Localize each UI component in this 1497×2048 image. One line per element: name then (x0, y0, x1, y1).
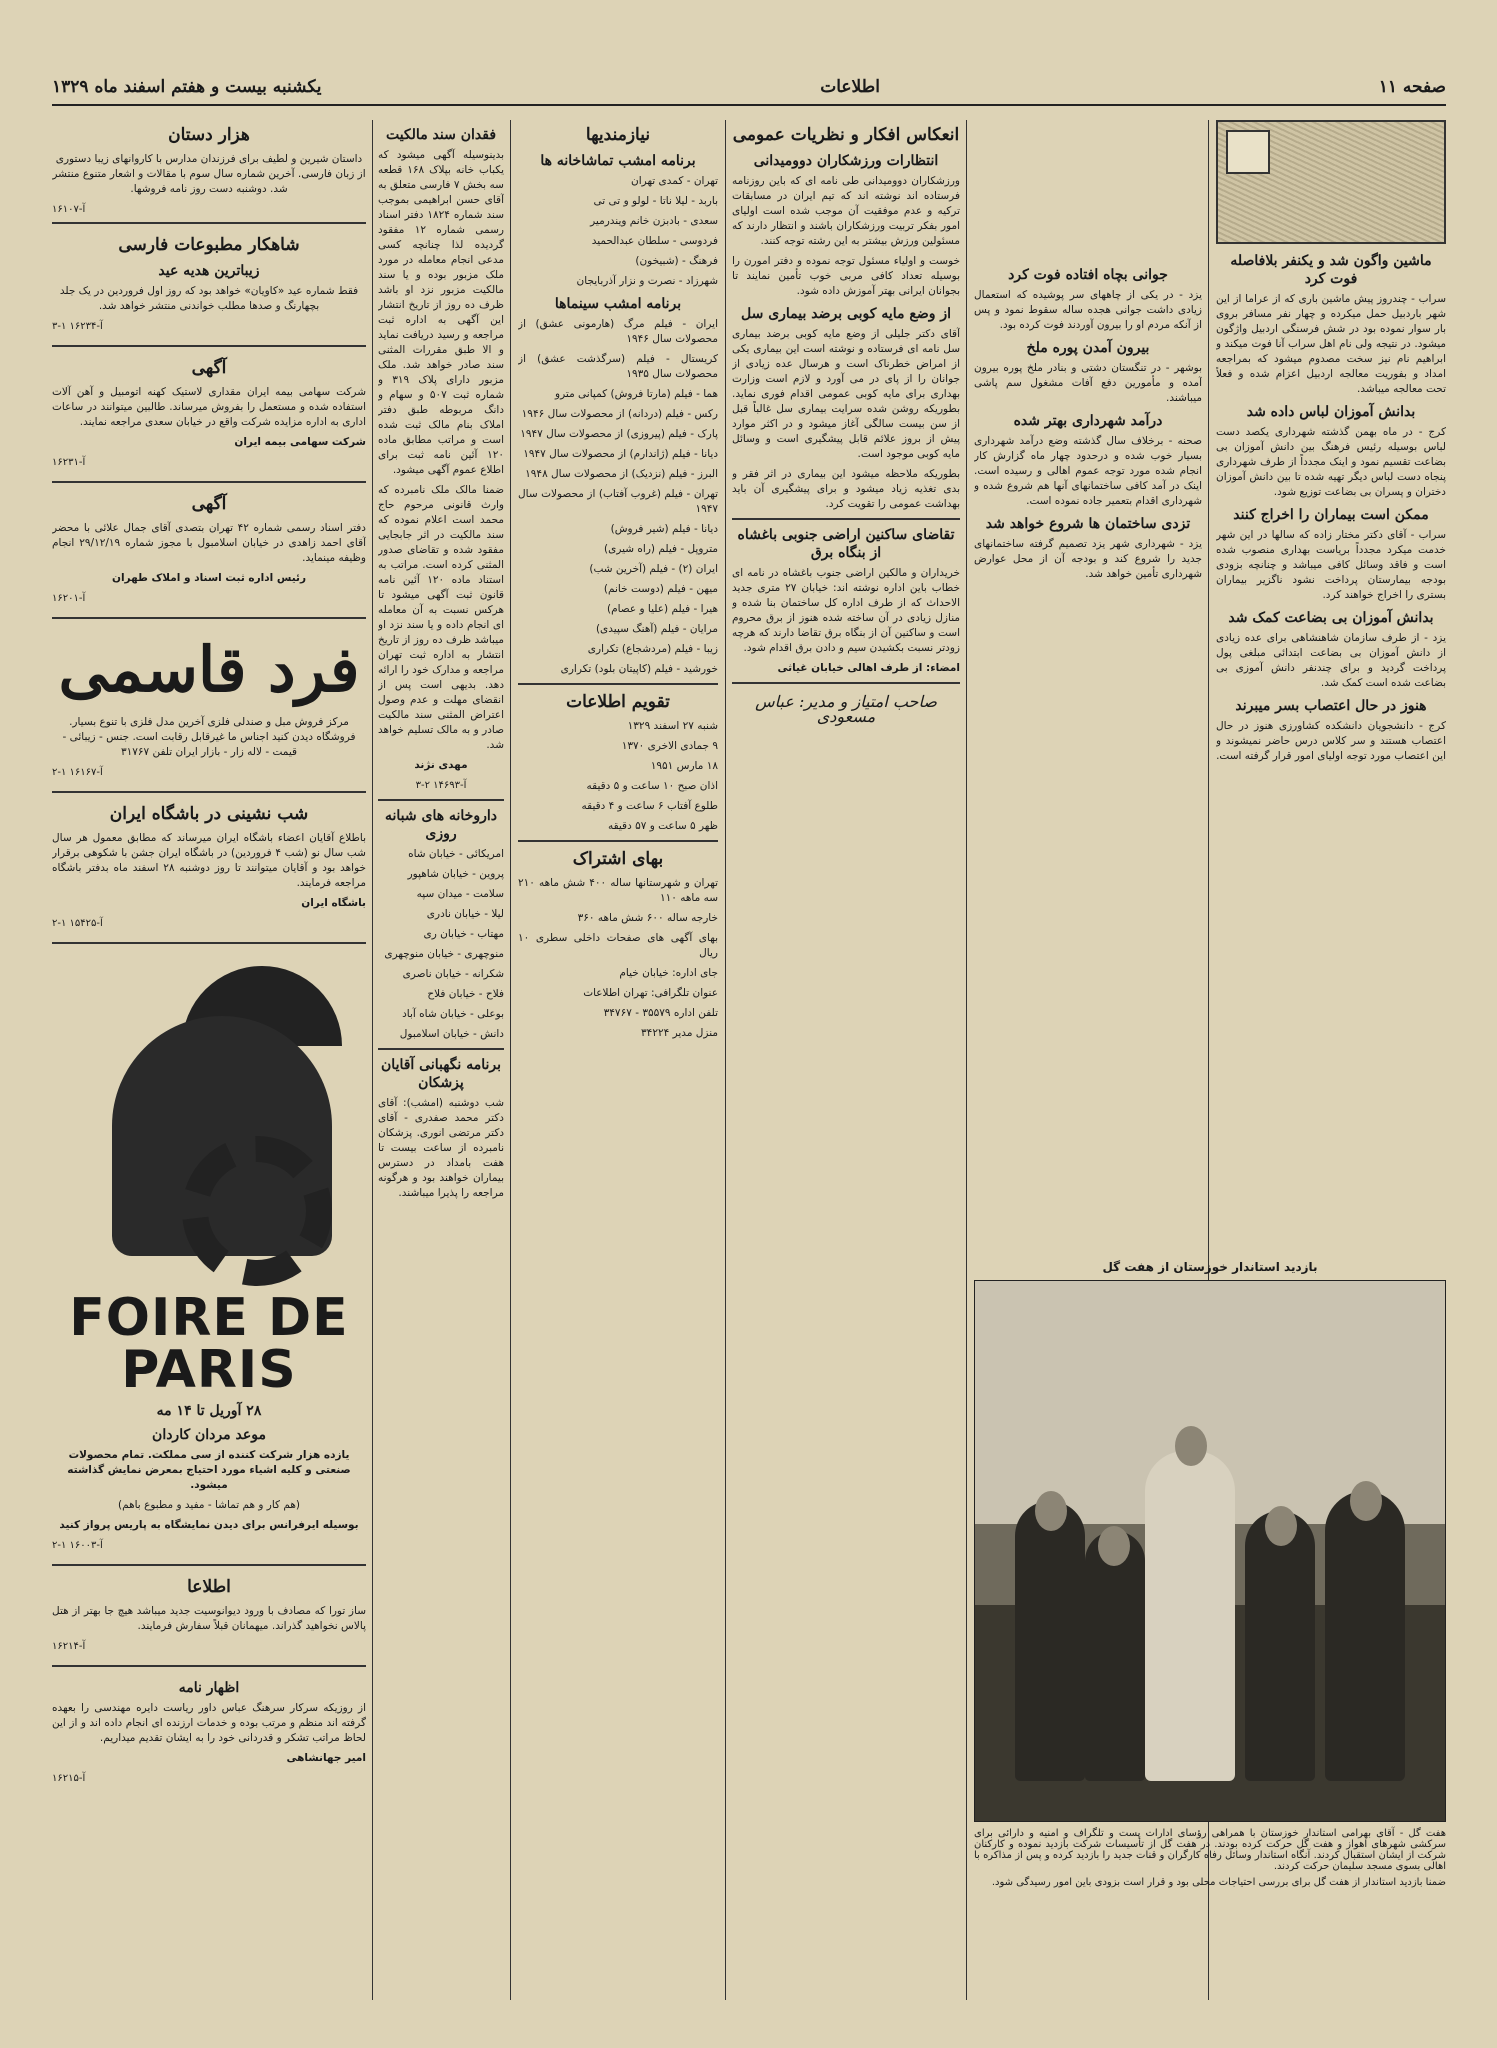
ad-title: شب نشینی در باشگاه ایران (109, 804, 309, 824)
list-item: کریستال - فیلم (سرگذشت عشق) از محصولات سال ۱۹۳۵ (518, 353, 718, 380)
ad-title: آگهی (191, 358, 227, 378)
article-body: یزد - در یکی از چاههای سر پوشیده که استعمال زیادی داشت جوانی هجده ساله سقوط نمود و پس از آنکه مردم او را بیرون آوردند فوت کرده بود. (974, 289, 1202, 331)
ad-signature: رئیس اداره ثبت اسناد و املاک طهران (111, 572, 307, 584)
list-item: سعدی - بادبزن خانم ویندرمیر (590, 215, 718, 227)
article-body: ورزشکاران دوومیدانی طی نامه ای که باین روزنامه فرستاده اند نوشته اند که تیم ایران در مسابقات ترکیه و عدم موفقیت آن موجب شده است اولیای امور بفکر تربیت ورزشکاران باشند و انتظار دارند که مسئولین ورزش بیشتر به این رشته توجه کنند. (732, 175, 960, 247)
notice-signature: مهدی نژند (414, 759, 468, 771)
ad-block (52, 1564, 366, 1665)
ad-title: شاهکار مطبوعات فارسی (118, 235, 300, 255)
ad-signature: شرکت سهامی بیمه ایران (234, 436, 366, 448)
poster-footer: بوسیله ایرفرانس برای دیدن نمایشگاه به پاریس پرواز کنید (59, 1519, 359, 1531)
article-body: آقای دکتر جلیلی از وضع مایه کوبی برضد بیماری سل نامه ای فرستاده و نوشته است این بیماری یکی از امراض خطرناک است و هرسال عده زیادی از جوانان را از پای در می آورد و لازم است وزارت بهداری برای مایه کوبی عمومی اقدام فوری نماید. بطوریکه روشن شده سرایت بیماری سل غالباً قبل از سن بیست سالگی آغاز میشود و در اکثر موارد پیش از بروز علائم قابل پیشگیری است و وسائل مایه کوبی موجود است. (732, 328, 960, 460)
poster-illustration (52, 956, 366, 1286)
list-item: بوعلی - خیابان شاه آباد (402, 1008, 504, 1020)
headline: بدانش آموزان بی بضاعت کمک شد (1228, 610, 1434, 626)
theater-list (518, 174, 718, 289)
news-photo (974, 1280, 1446, 1822)
rate-row: تلفن اداره ۳۵۵۷۹ - ۳۴۷۶۷ (603, 1007, 718, 1019)
ad-title: آگهی (191, 494, 227, 514)
rate-row: خارجه ساله ۶۰۰ شش ماهه ۳۶۰ (577, 912, 718, 924)
rate-row: عنوان تلگرافی: تهران اطلاعات (583, 987, 718, 999)
headline: درآمد شهرداری بهتر شده (1013, 413, 1163, 429)
poster-quote: (هم کار و هم تماشا - مفید و مطبوع باهم) (117, 1499, 301, 1511)
article-body: سراب - آقای دکتر مختار زاده که سالها در این شهر خدمت میکرد مجدداً بریاست بهداری منصوب شده است و فاقد وسائل کافی میباشد و چنانچه بزودی بودجه بیمارستان پرداخت نشود ناگزیر بیماران بستری را اخراج خواهند کرد. (1216, 529, 1446, 601)
article-body: صحنه - برخلاف سال گذشته وضع درآمد شهرداری بسیار خوب شده و درحدود چهار ماه گزارش کار انجام شده مورد توجه عموم اهالی و رسیده است. اینک در آمد کافی ساختمانهای آنها هم شروع شده و شهرداری اقدام بتعمیر جاده نموده است. (974, 435, 1202, 507)
article-body: خوست و اولیاء مسئول توجه نموده و دفتر امورن را بوسیله تعداد کافی مربی خوب تأمین نمایند تا بجوانان ایرانی بهتر آموزش داده شود. (732, 255, 960, 297)
headline: انتظارات ورزشکاران دوومیدانی (753, 153, 939, 169)
column-rule (372, 120, 373, 2000)
list-item: رکس - فیلم (دردانه) از محصولات سال ۱۹۴۶ (521, 408, 718, 420)
list-item: ایران (۲) - فیلم (آخرین شب) (589, 563, 718, 575)
doctors-title: برنامه نگهبانی آقایان پزشکان (381, 1057, 501, 1091)
ad-body: دفتر اسناد رسمی شماره ۴۲ تهران بتصدی آقای جمال علائی با محضر آقای احمد زاهدی در خیابان اسلامبول با مجوز شماره ۲۹/۱۲/۱۹ انجام وظیفه مینماید. (52, 522, 366, 564)
ad-subtitle: زیباترین هدیه عید (158, 263, 260, 279)
column-6-ads (52, 120, 366, 2000)
photo-caption-continued: ضمنا بازدید استاندار از هفت گل برای بررسی احتیاجات محلی بود و قرار است بزودی باین امور رسیدگی شود. (991, 1877, 1446, 1888)
notice-body: ضمنا مالک ملک نامبرده که وارث قانونی مرحوم حاج محمد است اعلام نموده که سند مالکیت در اثر جابجایی مفقود شده و تقاضای صدور المثنی کرده است. مراتب به استناد ماده ۱۲۰ آئین نامه قانون ثبت آگهی میشود تا هرکس نسبت به آن معامله ای انجام داده و یا سند نزد او میباشد ظرف ده روز از تاریخ انتشار به اداره ثبت تهران مراجعه و مدارک خود را ارائه دهد. بدیهی است پس از انقضای مهلت و عدم وصول اعتراض المثنی سند مالکیت صادر و به مالک تسلیم خواهد شد. (378, 484, 504, 751)
list-item: تهران - فیلم (غروب آفتاب) از محصولات سال ۱۹۴۷ (518, 488, 718, 515)
ad-body: باطلاع آقایان اعضاء باشگاه ایران میرساند که مطابق معمول هر سال شب سال نو (شب ۴ فروردین) در باشگاه ایران جشن با شکوهی برقرار خواهد بود و آقایان میتوانند تا روز دوشنبه ۲۸ اسفند ماه بدفتر باشگاه مراجعه فرمایند. (52, 832, 366, 889)
rate-row: منزل مدیر ۳۴۲۲۴ (641, 1027, 718, 1039)
page-number: صفحه ۱۱ (1378, 77, 1446, 97)
page-header (52, 70, 1446, 106)
list-item: دیانا - فیلم (ژاندارم) از محصولات سال ۱۹۴۷ (523, 448, 718, 460)
list-item: دانش - خیابان اسلامبول (399, 1028, 504, 1040)
article-body: یزد - شهرداری شهر یزد تصمیم گرفته ساختمانهای جدید را شروع کند و بودجه آن از محل عوارض شهرداری تأمین خواهد شد. (974, 538, 1202, 580)
subscription-title: بهای اشتراک (572, 849, 664, 869)
list-item: سلامت - میدان سپه (416, 888, 504, 900)
store-logo: فرد قاسمی (58, 633, 360, 706)
notice-ref: آ-۱۴۶۹۳ ۲-۳ (415, 780, 467, 791)
ad-body: مرکز فروش مبل و صندلی فلزی آخرین مدل فلزی با تنوع بسیار. فروشگاه دیدن کنید اجناس ما غیرقابل رقابت است. جنس - زیبائی - قیمت - لاله زار - بازار ایران تلفن ۳۱۷۶۷ (62, 716, 356, 758)
poster-subtitle: موعد مردان کاردان (152, 1427, 266, 1443)
poster-body: یازده هزار شرکت کننده از سی مملکت. تمام محصولات صنعتی و کلیه اشیاء مورد احتیاج بمعرض نمایش گذاشته میشود. (67, 1449, 351, 1491)
list-item: فلاح - خیابان فلاح (427, 988, 504, 1000)
ad-body: داستان شیرین و لطیف برای فرزندان مدارس با کاروانهای زیبا دستوری از زبان فارسی. آخرین شماره سال سوم با مقالات و اشعار متنوع منتشر شد. دوشنبه دست روز نامه فروشها. (52, 153, 366, 195)
issue-date: یکشنبه بیست و هفتم اسفند ماه ۱۳۲۹ (52, 77, 322, 97)
list-item: مرایان - فیلم (آهنگ سپیدی) (595, 623, 718, 635)
ad-signature: امیر جهانشاهی (286, 1752, 366, 1764)
headline: تزدی ساختمان ها شروع خواهد شد (985, 516, 1191, 532)
rate-row: تهران و شهرستانها ساله ۴۰۰ شش ماهه ۲۱۰ سه ماهه ۱۱۰ (518, 877, 718, 904)
section-title: انعکاس افکار و نظریات عمومی (732, 125, 960, 145)
list-item: تهران - کمدی تهران (631, 175, 718, 187)
headline: جوانی بچاه افتاده فوت کرد (1008, 267, 1168, 283)
list-item: دیانا - فیلم (شیر فروش) (610, 523, 718, 535)
letter-signature: امضاء: از طرف اهالی خیابان غیاثی (777, 662, 960, 674)
list-item: باربد - لیلا ناتا - لولو و تی تی (593, 195, 718, 207)
notice-title: فقدان سند مالکیت (385, 127, 497, 143)
foire-poster-ad (52, 942, 366, 1564)
doctors-body: شب دوشنبه (امشب): آقای دکتر محمد صفدری - آقای دکتر مرتضی انوری. پزشکان نامبرده از ساعت بیست تا هفت بامداد در دسترس بیماران خواهند بود و هرگونه مراجعه را پذیرا میباشند. (378, 1097, 504, 1199)
pharmacy-title: داروخانه های شبانه روزی (385, 808, 497, 842)
calendar-row: ظهر ۵ ساعت و ۵۷ دقیقه (607, 820, 718, 832)
photo-block (974, 1260, 1446, 1893)
rate-row: بهای آگهی های صفحات داخلی سطری ۱۰ ریال (518, 932, 718, 959)
ad-ref: آ-۱۶۲۳۱ (52, 457, 86, 468)
ad-ref: آ-۱۶۰۰۳ ۱-۲ (52, 1540, 103, 1551)
calendar-row: ۹ جمادی الاخری ۱۳۷۰ (621, 740, 718, 752)
ad-ref: آ-۱۶۲۰۱ (52, 593, 86, 604)
calendar (518, 719, 718, 834)
photo-title: بازدید استاندار خوزستان از هفت گل (1102, 1260, 1318, 1274)
column-rule (966, 120, 967, 2000)
poster-date: ۲۸ آوریل تا ۱۴ مه (156, 1403, 262, 1419)
list-item: مهتاب - خیابان ری (423, 928, 504, 940)
list-item: شهرزاد - نصرت و نزار آذربایجان (576, 275, 718, 287)
column-3 (732, 120, 960, 2000)
ad-block (52, 617, 366, 791)
list-item: میهن - فیلم (دوست خانم) (603, 583, 718, 595)
list-item: امریکائی - خیابان شاه (408, 848, 504, 860)
ad-block (52, 481, 366, 617)
calendar-row: شنبه ۲۷ اسفند ۱۳۲۹ (627, 720, 718, 732)
list-item: پارک - فیلم (پیروزی) از محصولات سال ۱۹۴۷ (520, 428, 718, 440)
pharmacy-list (378, 847, 504, 1042)
ad-signature: باشگاه ایران (301, 897, 366, 909)
ad-title: هزار دستان (168, 125, 250, 145)
ad-title: اطلاعا (187, 1577, 231, 1597)
notice-body: بدینوسیله آگهی میشود که یکباب خانه بپلاک ۱۶۸ قطعه سه بخش ۷ فارسی متعلق به آقای حسن ابراهیمی بموجب سند شماره ۱۸۲۴ دفتر اسناد رسمی شماره ۱۲ مفقود گردیده لذا چنانچه کسی مدعی انجام معامله در مورد ملک مزبور بوده و یا سند مالکیت مزبور نزد او باشد ظرف ده روز از تاریخ انتشار این آگهی به اداره ثبت مراجعه و رسید دریافت نماید و الا طبق مقررات المثنی سند صادر خواهد شد. ملک مزبور دارای پلاک ۳۱۹ و شماره ثبت ۵۰۷ و سهام و دانگ مربوطه طبق دفتر املاک بنام مالک ثبت شده است و مراتب مطابق ماده ۱۲۰ آئین نامه ثبت برای اطلاع عموم آگهی میشود. (378, 149, 504, 476)
calendar-row: طلوع آفتاب ۶ ساعت و ۴ دقیقه (581, 800, 718, 812)
subscription-rates (518, 876, 718, 1041)
headline: بیرون آمدن پوره ملخ (1026, 340, 1150, 356)
list-item: فرهنگ - (شبیخون) (635, 255, 718, 267)
list-item: زیبا - فیلم (مردشجاع) تکراری (587, 643, 718, 655)
column-rule (725, 120, 726, 2000)
calendar-row: ۱۸ مارس ۱۹۵۱ (650, 760, 718, 772)
paper-name: اطلاعات (820, 77, 880, 97)
article-body: بوشهر - در تنگستان دشتی و بنادر ملخ پوره بیرون آمده و مأمورین دفع آفات مشغول سم پاشی میباشند. (974, 362, 1202, 404)
article-body: یزد - از طرف سازمان شاهنشاهی برای عده زیادی از دانش آموزان بی بضاعت ابتدائی مبلغی پول پرداخت گردید و برای چندنفر دانش آموزی بی بضاعت شده است کمک شد. (1216, 632, 1446, 689)
ad-block (52, 791, 366, 942)
article-body: سراب - چندروز پیش ماشین باری که از عراما از این شهر باردبیل حمل میکرده و چهار نفر مسافر بروی بار سوار نموده بود در شش فرسنگی اردبیل واژگون میشود. در نتیجه ولی نام اهل سراب آنا فوت میکند و ابراهیم نام نیز سخت مصدوم میشود که بمراجعه امداد و بفوریت معالجه اردبیل اعزام شده و فعلاً تحت معالجه میباشد. (1216, 293, 1446, 395)
headline: ممکن است بیماران را اخراج کنند (1233, 507, 1429, 523)
article-body: خریداران و مالکین اراضی جنوب باغشاه در نامه ای خطاب باین اداره نوشته اند: خیابان ۲۷ متری جدید الاحداث که از طرف اداره کل ساختمان بنا شده و منازل زیادی در آن ساخته شده هنوز از برق محروم است و ساکنین آن از بنگاه برق تقاضا دارند که هرچه زودتر نسبت بکشیدن سیم و دادن برق اقدام شود. (732, 567, 960, 654)
header-illustration (1216, 120, 1446, 244)
column-4 (518, 120, 718, 2000)
ad-ref: آ-۱۵۴۲۵ ۱-۲ (52, 918, 103, 929)
list-item: البرز - فیلم (نزدیک) از محصولات سال ۱۹۴۸ (525, 468, 718, 480)
ad-ref: آ-۱۶۲۳۴ ۱-۳ (52, 321, 103, 332)
list-item: فردوسی - سلطان عبدالحمید (591, 235, 718, 247)
article-body: کرج - دانشجویان دانشکده کشاورزی هنوز در حال اعتصاب هستند و سر کلاس درس حاضر نمیشوند و این اعتصاب مورد توجه اولیای امور قرار گرفته است. (1216, 720, 1446, 762)
subheading: برنامه امشب سینماها (554, 296, 682, 312)
rate-row: جای اداره: خیابان خیام (619, 967, 718, 979)
ad-block (52, 345, 366, 481)
calendar-title: تقویم اطلاعات (566, 692, 670, 712)
cinema-list (518, 317, 718, 677)
newspaper-page (52, 70, 1446, 2010)
list-item: متروپل - فیلم (راه شیری) (604, 543, 718, 555)
calendar-row: اذان صبح ۱۰ ساعت و ۵ دقیقه (586, 780, 718, 792)
headline: بدانش آموزان لباس داده شد (1246, 404, 1416, 420)
article-body: بطوریکه ملاحظه میشود این بیماری در اثر فقر و بدی تغذیه زیاد میشود و برای پیشگیری آن باید بهداشت عمومی را تقویت کرد. (732, 468, 960, 510)
ad-ref: آ-۱۶۱۰۷ (52, 204, 86, 215)
ad-block (52, 1665, 366, 1797)
publisher-signature: صاحب امتیاز و مدیر: عباس مسعودی (755, 692, 937, 726)
list-item: هما - فیلم (مارتا فروش) کمپانی مترو (555, 388, 718, 400)
photo-caption: هفت گل - آقای بهرامی استاندار خوزستان با همراهی رؤسای ادارات پست و تلگراف و امنیه و دارائی برای سرکشی شهرهای اهواز و هفت گل حرکت کرده بودند. در هفت گل از تأسیسات شرکت بازدید نموده و کارکنان شرکت از ایشان استقبال کردند. آنگاه استاندار وسائل رفاه کارگران و قنات جدید را بازدید کرده و پس از مذاکره با اهالی بسوی مسجد سلیمان حرکت کردند. (974, 1828, 1446, 1872)
column-rule (510, 120, 511, 2000)
list-item: خورشید - فیلم (کاپیتان بلود) تکراری (560, 663, 718, 675)
ad-body: از روزیکه سرکار سرهنگ عباس داور ریاست دایره مهندسی را بعهده گرفته اند منظم و مرتب بوده و خدمات ارزنده ای انجام داده اند و از این لحاظ مراتب تشکر و قدردانی خود را به ایشان تقدیم میداریم. (52, 1702, 366, 1744)
subheading: برنامه امشب تماشاخانه ها (540, 153, 696, 169)
ad-ref: آ-۱۶۱۶۷ ۱-۲ (52, 767, 103, 778)
ad-body: شرکت سهامی بیمه ایران مقداری لاستیک کهنه اتومبیل و آهن آلات استفاده شده و مستعمل را بفروش میرساند. طالبین میتوانند در ساعات اداری به اداره مزایده شرکت واقع در خیابان سعدی مراجعه نمایند. (52, 386, 366, 428)
list-item: لیلا - خیابان نادری (426, 908, 504, 920)
list-item: پروین - خیابان شاهپور (407, 868, 504, 880)
list-item: منوچهری - خیابان منوچهری (384, 948, 504, 960)
list-item: ایران - فیلم مرگ (هارمونی عشق) از محصولات سال ۱۹۴۶ (518, 318, 718, 345)
headline: از وضع مایه کوبی برضد بیماری سل (740, 306, 951, 322)
article-body: کرج - در ماه بهمن گذشته شهرداری یکصد دست لباس بوسیله رئیس فرهنگ بین دانش آموزان بی بضاعت تقسیم نمود و اینک مجدداً از طرف شهرداری پنجاه دست لباس دیگر تهیه شده تا بین دانش آموزان دختران و پسران بی بضاعت توزیع شود. (1216, 426, 1446, 498)
poster-title: FOIRE DE PARIS (69, 1288, 349, 1400)
list-item: هیرا - فیلم (علیا و عصام) (607, 603, 718, 615)
ad-ref: آ-۱۶۲۱۴ (52, 1641, 86, 1652)
ad-ref: آ-۱۶۲۱۵ (52, 1773, 86, 1784)
headline: هنوز در حال اعتصاب بسر میبرند (1235, 698, 1427, 714)
section-title: نیازمندیها (585, 125, 651, 145)
ad-body: ساز تورا که مصادف با ورود دیوانوسیت جدید میباشد هیچ جا بهتر از هتل پالاس نخواهید گذراند. میهمانان قبلاً سفارش فرمایند. (52, 1605, 366, 1632)
ad-title: اظهار نامه (178, 1680, 240, 1696)
column-5 (378, 120, 504, 2000)
ad-body: فقط شماره عید «کاویان» خواهد بود که روز اول فروردین در یک جلد بچهارنگ و صدها مطلب خواندنی منتشر خواهد شد. (59, 285, 359, 312)
ad-block (52, 222, 366, 345)
headline: تقاضای ساکنین اراضی جنوبی باغشاه از بنگاه برق (737, 527, 955, 561)
headline: ماشین واگون شد و یکنفر بلافاصله فوت کرد (1230, 253, 1432, 287)
list-item: شکرانه - خیابان ناصری (402, 968, 504, 980)
